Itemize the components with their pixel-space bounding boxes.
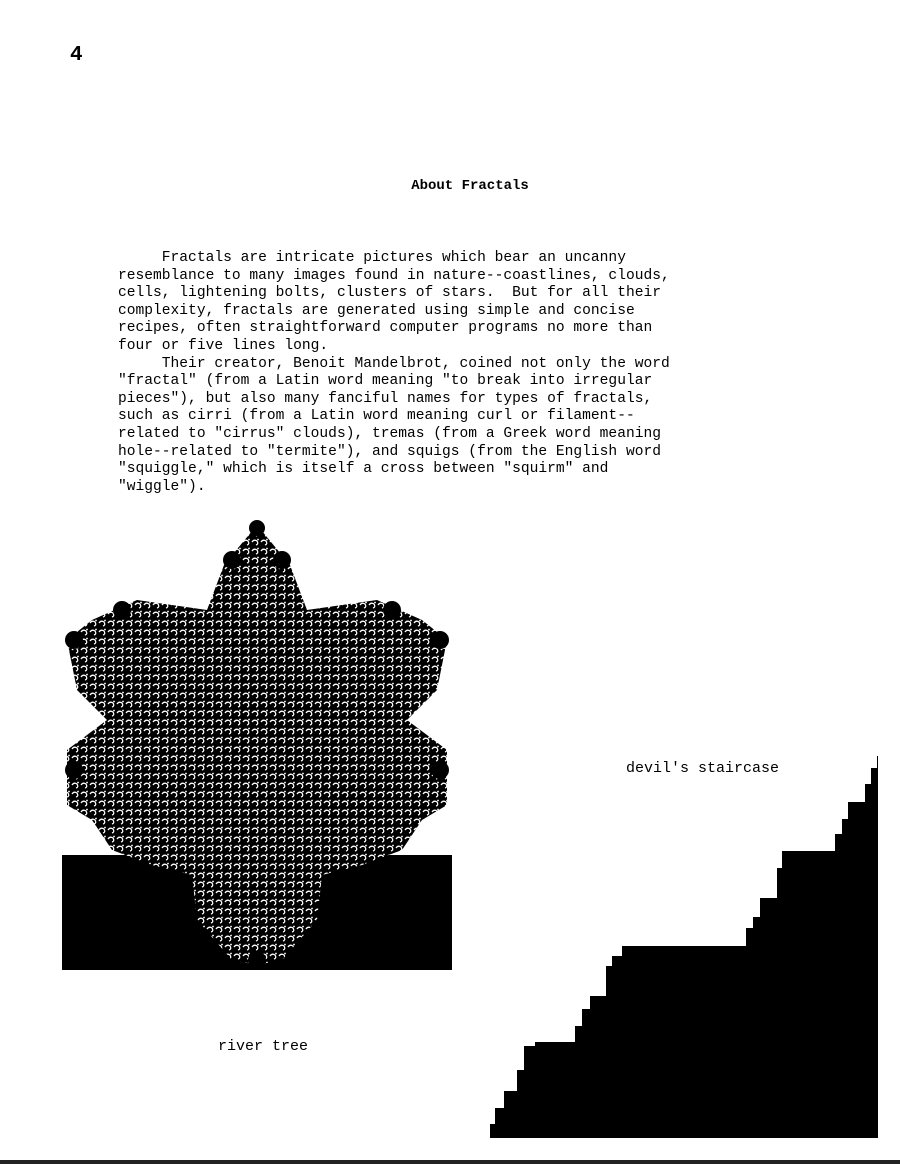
paragraph-1: Fractals are intricate pictures which bear an uncanny resemblance to many images found in nature--coastlines, clouds, cells, lightening bolts, clusters of stars. But for all their complexity, fractals are generated using simple and concise recipes, often straightforward computer programs no more than four or five lines long. [118,250,670,354]
paragraph-2: Their creator, Benoit Mandelbrot, coined not only the word "fractal" (from a Latin word meaning "to break into irregular pieces"), but also many fanciful names for types of fractals, such as cirri (from a Latin word meaning curl or filament-- related to "cirrus" clouds), tremas (from a Greek word meaning hole--related to "termite"), and squigs (from the English word "squiggle," which is itself a cross between "squirm" and "wiggle"). [118,355,670,495]
page-number: 4 [70,44,83,67]
devils-staircase-caption: devil's staircase [626,760,780,777]
river-tree-caption: river tree [218,1038,309,1055]
devils-staircase-figure [490,756,880,1140]
body-text [118,250,838,496]
bottom-rule [0,1160,900,1164]
river-tree-figure [62,520,454,972]
page-title: About Fractals [411,178,529,194]
